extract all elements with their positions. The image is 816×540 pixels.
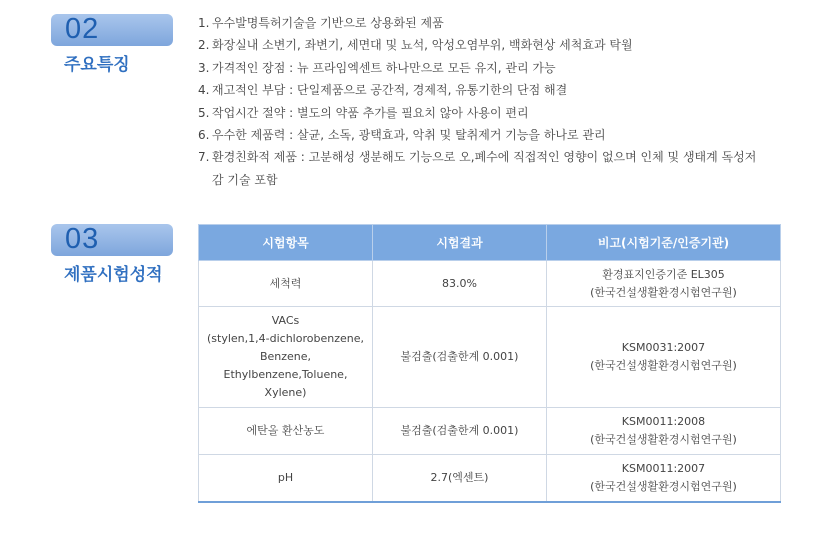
table-row (199, 307, 781, 408)
section-title-features: 주요특징 (64, 55, 130, 75)
cell-item: pH (199, 455, 373, 502)
column-header: 비고(시험기준/인증기관) (547, 225, 781, 261)
list-item: 6. 우수한 제품력 : 살균, 소독, 광택효과, 악취 및 탈취제거 기능을 하나로 관리 (198, 128, 606, 143)
table-header-row (199, 225, 781, 261)
section-title-test-results: 제품시험성적 (64, 265, 163, 285)
cell-result: 불검출(검출한계 0.001) (373, 408, 547, 455)
test-results-table (198, 224, 781, 503)
column-header: 시험결과 (373, 225, 547, 261)
table-row (199, 455, 781, 502)
list-item: 3. 가격적인 장점 : 뉴 프라임엑센트 하나만으로 모든 유지, 관리 가능 (198, 60, 556, 75)
table-row (199, 408, 781, 455)
column-header: 시험항목 (199, 225, 373, 261)
cell-note: KSM0031:2007 (한국건설생활환경시험연구원) (547, 307, 781, 408)
cell-item: 세척력 (199, 261, 373, 307)
cell-note: KSM0011:2007 (한국건설생활환경시험연구원) (547, 455, 781, 502)
list-item: 1. 우수발명특허기술을 기반으로 상용화된 제품 (198, 16, 444, 30)
list-item: 5. 작업시간 절약 : 별도의 약품 추가를 필요치 않아 사용이 편리 (198, 105, 529, 120)
cell-result: 83.0% (373, 261, 547, 307)
cell-result: 2.7(엑센트) (373, 455, 547, 502)
section-number-badge-02 (51, 14, 173, 46)
list-item: 4. 재고적인 부담 : 단일제품으로 공간적, 경제적, 유통기한의 단점 해결 (198, 83, 568, 98)
list-item: 7. 환경친화적 제품 : 고분해성 생분해도 기능으로 오,폐수에 직접적인 영향이 없으며 인체 및 생태계 독성저 감 기술 포함 (198, 150, 757, 187)
section-number-badge-03 (51, 224, 173, 256)
cell-note: 환경표지인증기준 EL305 (한국건설생활환경시험연구원) (547, 261, 781, 307)
feature-list (198, 12, 756, 191)
cell-item: VACs (stylen,1,4-dichlorobenzene, Benzene, Ethylbenzene,Toluene, Xylene) (199, 307, 373, 408)
section-number: 03 (65, 223, 100, 255)
list-item: 2. 화장실내 소변기, 좌변기, 세면대 및 뇨석, 악성오염부위, 백화현상 세척효과 탁월 (198, 38, 633, 53)
section-number: 02 (65, 13, 100, 45)
cell-result: 불검출(검출한계 0.001) (373, 307, 547, 408)
cell-item: 에탄올 환산농도 (199, 408, 373, 455)
table-row (199, 261, 781, 307)
cell-note: KSM0011:2008 (한국건설생활환경시험연구원) (547, 408, 781, 455)
